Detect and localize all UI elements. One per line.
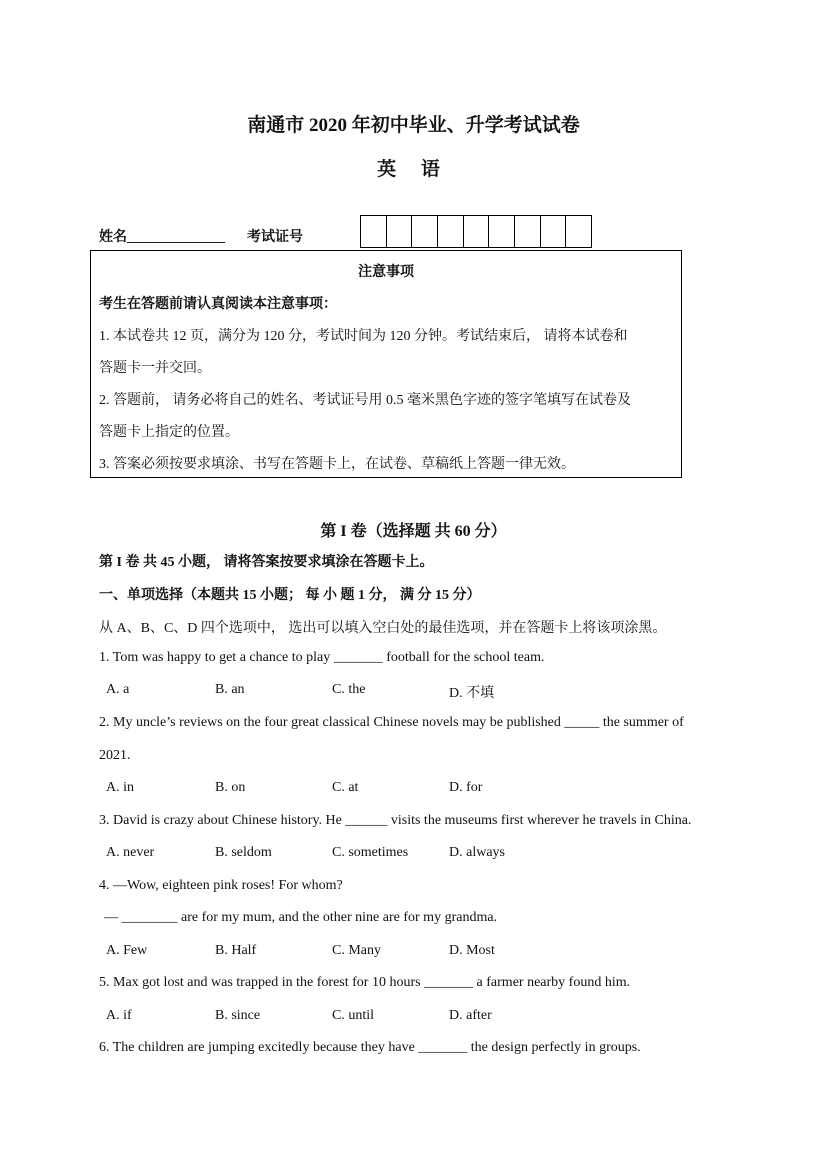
option-a: A. a — [106, 682, 130, 697]
option-d: D. Most — [449, 943, 495, 958]
exam-id-cell — [438, 216, 464, 247]
section-instruction: 第 I 卷 共 45 小题， 请将答案按要求填涂在答题卡上。 — [99, 555, 434, 570]
option-c: C. the — [332, 682, 366, 697]
exam-id-cell — [464, 216, 490, 247]
exam-id-label: 考试证号 — [247, 230, 303, 245]
exam-id-cell — [515, 216, 541, 247]
option-d: D. for — [449, 780, 483, 795]
part-directions: 从 A、B、C、D 四个选项中， 选出可以填入空白处的最佳选项，并在答题卡上将该项涂黑。 — [99, 621, 667, 636]
question-text-continued: 2021. — [99, 748, 131, 763]
option-c: C. until — [332, 1008, 375, 1023]
exam-id-cell — [412, 216, 438, 247]
question-options — [0, 943, 827, 963]
question-text-continued: — ________ are for my mum, and the other nine are for my grandma. — [104, 910, 498, 925]
notice-line: 答题卡上指定的位置。 — [99, 425, 239, 440]
subject-title: 英 语 — [377, 159, 450, 180]
question-options — [0, 1008, 827, 1028]
option-b: B. seldom — [215, 845, 272, 860]
notice-line: 1. 本试卷共 12 页，满分为 120 分，考试时间为 120 分钟。考试结束后， 请将本试卷和 — [99, 329, 628, 344]
name-field-label: 姓名______________ — [99, 230, 225, 245]
notice-line: 答题卡一并交回。 — [99, 361, 211, 376]
option-a: A. in — [106, 780, 134, 795]
option-d: D. after — [449, 1008, 492, 1023]
notice-line: 2. 答题前， 请务必将自己的姓名、考试证号用 0.5 毫米黑色字迹的签字笔填写在试卷及 — [99, 393, 631, 408]
option-b: B. on — [215, 780, 246, 795]
exam-id-grid — [360, 215, 592, 248]
question-text: 1. Tom was happy to get a chance to play _______ football for the school team. — [99, 650, 545, 665]
option-b: B. Half — [215, 943, 257, 958]
option-c: C. at — [332, 780, 359, 795]
option-c: C. sometimes — [332, 845, 409, 860]
option-b: B. since — [215, 1008, 261, 1023]
question-text: 5. Max got lost and was trapped in the forest for 10 hours _______ a farmer nearby found him. — [99, 975, 631, 990]
exam-id-cell — [361, 216, 387, 247]
option-b: B. an — [215, 682, 245, 697]
exam-id-cell — [387, 216, 413, 247]
question-text: 6. The children are jumping excitedly because they have _______ the design perfectly in groups. — [99, 1040, 641, 1055]
option-c: C. Many — [332, 943, 381, 958]
question-text: 4. —Wow, eighteen pink roses! For whom? — [99, 878, 343, 893]
notice-line: 3. 答案必须按要求填涂、书写在答题卡上，在试卷、草稿纸上答题一律无效。 — [99, 457, 575, 472]
question-text: 3. David is crazy about Chinese history. He ______ visits the museums first wherever he travels in China. — [99, 813, 692, 828]
exam-id-cell — [541, 216, 567, 247]
notice-heading: 注意事项 — [358, 265, 414, 280]
exam-id-cell — [489, 216, 515, 247]
section-title: 第 I 卷（选择题 共 60 分） — [320, 523, 507, 540]
option-a: A. if — [106, 1008, 132, 1023]
option-a: A. never — [106, 845, 155, 860]
question-options — [0, 780, 827, 800]
exam-title: 南通市 2020 年初中毕业、升学考试试卷 — [247, 115, 580, 136]
notice-box — [90, 250, 682, 478]
question-text: 2. My uncle’s reviews on the four great classical Chinese novels may be published _____ the summer of — [99, 715, 684, 730]
option-d: D. 不填 — [449, 686, 495, 701]
exam-id-cell — [566, 216, 591, 247]
question-options — [0, 682, 827, 702]
option-d: D. always — [449, 845, 505, 860]
part-heading: 一、单项选择（本题共 15 小题； 每 小 题 1 分， 满 分 15 分） — [99, 588, 481, 603]
notice-intro: 考生在答题前请认真阅读本注意事项： — [99, 297, 337, 312]
question-options — [0, 845, 827, 865]
option-a: A. Few — [106, 943, 148, 958]
